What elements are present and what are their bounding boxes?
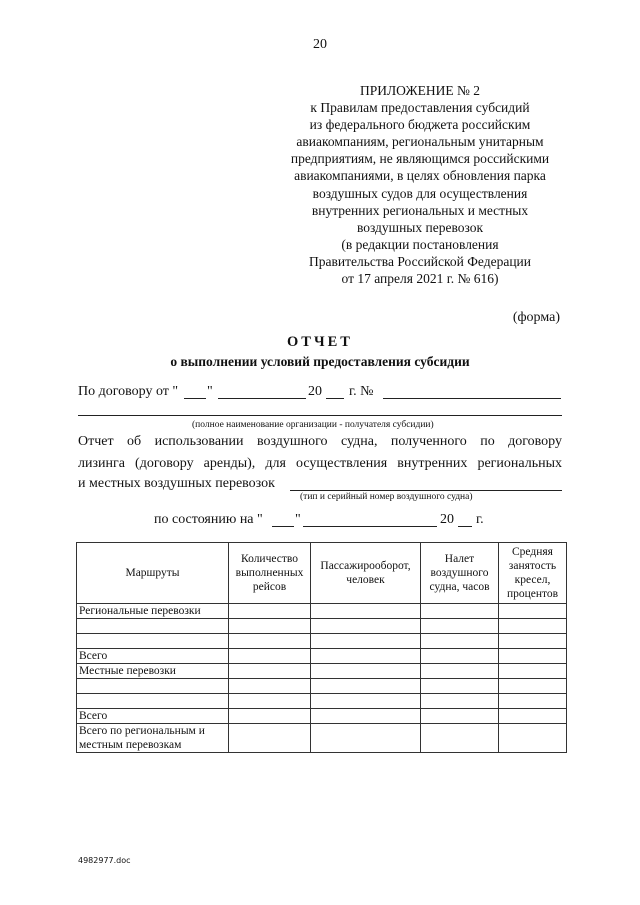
status-year-suffix: г. <box>476 512 484 527</box>
table-row <box>77 694 567 709</box>
row-label[interactable] <box>77 619 229 634</box>
appendix-line: (в редакции постановления <box>341 236 499 252</box>
organization-caption: (полное наименование организации - получателя субсидии) <box>192 420 434 430</box>
table-cell[interactable] <box>311 604 421 619</box>
contract-year-suffix: г. № <box>349 384 374 399</box>
appendix-line: воздушных перевозок <box>356 219 484 235</box>
contract-year-field[interactable] <box>326 398 344 399</box>
appendix-line: авиакомпаниями, в целях обновления парка <box>294 168 546 184</box>
table-row <box>77 679 567 694</box>
row-label[interactable] <box>77 679 229 694</box>
contract-year-prefix: 20 <box>308 384 322 399</box>
table-cell[interactable] <box>421 619 499 634</box>
table-cell[interactable] <box>311 649 421 664</box>
appendix-line: авиакомпаниям, региональным унитарным <box>296 134 544 150</box>
table-cell[interactable] <box>499 724 567 753</box>
table-cell[interactable] <box>499 649 567 664</box>
report-text-line-3: и местных воздушных перевозок <box>78 476 275 491</box>
row-label: Всего <box>77 709 229 724</box>
appendix-line: Правительства Российской Федерации <box>309 253 531 269</box>
header-seat-occupancy: Средняя занятость кресел, процентов <box>499 543 567 604</box>
page-number: 20 <box>313 37 327 52</box>
row-label[interactable] <box>77 634 229 649</box>
row-label: Всего <box>77 649 229 664</box>
document-title: ОТЧЕТ <box>287 334 353 350</box>
table-cell[interactable] <box>311 694 421 709</box>
organization-name-field[interactable] <box>78 415 562 416</box>
status-quote-close: " <box>295 512 301 527</box>
header-routes: Маршруты <box>77 543 229 604</box>
header-passenger-turnover: Пассажирооборот, человек <box>311 543 421 604</box>
table-cell[interactable] <box>421 604 499 619</box>
table-cell[interactable] <box>311 709 421 724</box>
document-filename: 4982977.doc <box>78 856 131 865</box>
table-row <box>77 664 567 679</box>
table-row <box>77 604 567 619</box>
status-year-prefix: 20 <box>440 512 454 527</box>
table-cell[interactable] <box>229 724 311 753</box>
appendix-line: внутренних региональных и местных <box>311 202 529 218</box>
contract-number-field[interactable] <box>383 398 561 399</box>
table-cell[interactable] <box>499 664 567 679</box>
table-cell[interactable] <box>229 709 311 724</box>
table-cell[interactable] <box>229 619 311 634</box>
appendix-line: из федерального бюджета российским <box>309 117 531 133</box>
appendix-line: от 17 апреля 2021 г. № 616) <box>341 271 499 287</box>
row-label: Местные перевозки <box>77 664 229 679</box>
table-cell[interactable] <box>421 724 499 753</box>
contract-quote-close: " <box>207 384 213 399</box>
table-header-row <box>77 543 567 604</box>
table-row <box>77 709 567 724</box>
table-cell[interactable] <box>499 709 567 724</box>
aircraft-caption: (тип и серийный номер воздушного судна) <box>300 492 473 502</box>
table-cell[interactable] <box>311 634 421 649</box>
table-cell[interactable] <box>229 634 311 649</box>
table-cell[interactable] <box>229 649 311 664</box>
status-date-prefix: по состоянию на " <box>154 512 263 527</box>
report-text-line-1: Отчет об использовании воздушного судна, полученного по договору <box>78 434 562 449</box>
appendix-line: к Правилам предоставления субсидий <box>310 100 530 116</box>
table-row <box>77 724 567 753</box>
row-label: Всего по региональным и местным перевозкам <box>77 724 229 753</box>
table-cell[interactable] <box>499 604 567 619</box>
appendix-line: ПРИЛОЖЕНИЕ № 2 <box>359 83 481 98</box>
table-cell[interactable] <box>499 679 567 694</box>
table-cell[interactable] <box>421 694 499 709</box>
table-row <box>77 634 567 649</box>
table-cell[interactable] <box>421 634 499 649</box>
status-day-field[interactable] <box>272 526 294 527</box>
table-cell[interactable] <box>229 679 311 694</box>
status-month-field[interactable] <box>303 526 437 527</box>
table-cell[interactable] <box>311 664 421 679</box>
aircraft-type-field[interactable] <box>290 490 562 491</box>
table-cell[interactable] <box>421 679 499 694</box>
contract-day-field[interactable] <box>184 398 206 399</box>
status-year-field[interactable] <box>458 526 472 527</box>
appendix-line: воздушных судов для осуществления <box>312 185 528 201</box>
report-text-line-2: лизинга (договору аренды), для осуществления внутренних региональных <box>78 456 562 471</box>
table-cell[interactable] <box>229 604 311 619</box>
table-cell[interactable] <box>229 694 311 709</box>
appendix-line: предприятиям, не являющимся российскими <box>290 151 550 167</box>
table-row <box>77 619 567 634</box>
contract-prefix: По договору от " <box>78 384 179 399</box>
appendix-header <box>230 82 610 287</box>
table-cell[interactable] <box>499 634 567 649</box>
row-label[interactable] <box>77 694 229 709</box>
header-flights-count: Количество выполненных рейсов <box>229 543 311 604</box>
table-cell[interactable] <box>499 694 567 709</box>
contract-month-field[interactable] <box>218 398 306 399</box>
row-label: Региональные перевозки <box>77 604 229 619</box>
document-subtitle: о выполнении условий предоставления субсидии <box>170 354 470 369</box>
report-table <box>76 542 567 753</box>
form-mark: (форма) <box>512 310 560 325</box>
table-row <box>77 649 567 664</box>
table-cell[interactable] <box>499 619 567 634</box>
table-cell[interactable] <box>421 709 499 724</box>
table-cell[interactable] <box>421 664 499 679</box>
table-cell[interactable] <box>229 664 311 679</box>
table-cell[interactable] <box>421 649 499 664</box>
table-cell[interactable] <box>311 724 421 753</box>
header-flight-hours: Налет воздушного судна, часов <box>421 543 499 604</box>
table-cell[interactable] <box>311 619 421 634</box>
table-cell[interactable] <box>311 679 421 694</box>
